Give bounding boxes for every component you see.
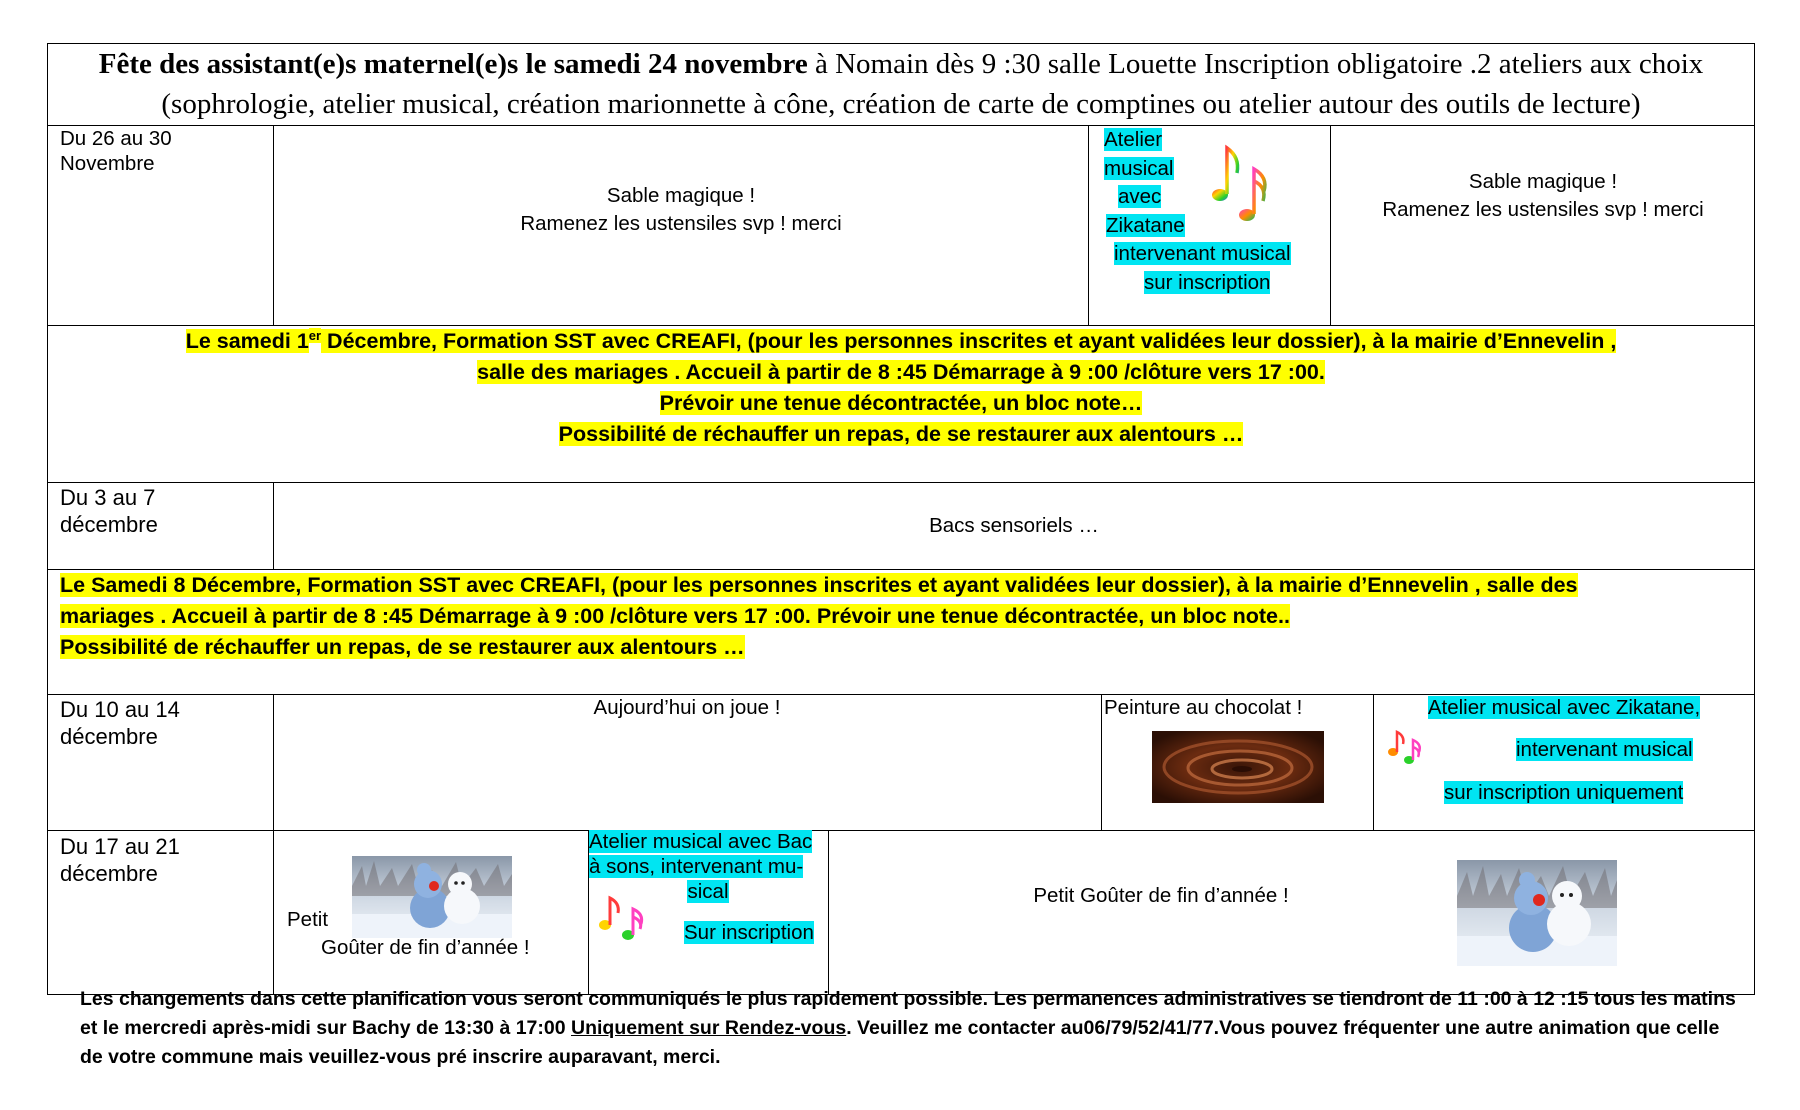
highlight-text: Zikatane: [1106, 213, 1185, 237]
notice-text: salle des mariages . Accueil à partir de 8 :45 Démarrage à 9 :00 /clôture vers 17 :00.: [477, 360, 1325, 384]
activity-title: Peinture au chocolat !: [1104, 696, 1303, 719]
activity-sable-magique-2: [1331, 168, 1755, 224]
highlight-text: à sons, intervenant mu-: [589, 855, 804, 878]
column-divider: [273, 694, 274, 995]
highlight-text: sur inscription: [1144, 270, 1271, 294]
activity-bacs-sensoriels: [274, 512, 1754, 540]
activity-title: Sable magique !: [1468, 170, 1618, 193]
event-details: à Nomain dès 9 :30 salle Louette Inscription obligatoire .2 ateliers aux choix: [807, 48, 1704, 80]
week-label-line: Du 10 au 14: [60, 697, 180, 722]
column-divider: [828, 830, 829, 995]
chocolate-swirl-image: [1152, 731, 1324, 803]
week-label-nov-26: [60, 126, 172, 176]
footer-text: Les changements dans cette planification vous seront communiqués le plus rapidement possible. Les permanences administratives se tiendront de 11 :00 à 12 :15 tous les matins et le mercredi après-midi sur Bachy de 13:30 à 17:00: [80, 988, 1736, 1039]
notice-text: Décembre, Formation SST avec CREAFI, (pour les personnes inscrites et ayant validées leur dossier), à la mairie d’Ennevelin ,: [321, 329, 1617, 353]
notice-text: Prévoir une tenue décontractée, un bloc note…: [659, 391, 1143, 415]
row-divider: [47, 830, 1755, 831]
week-label-line: Du 3 au 7: [60, 485, 156, 510]
highlight-text: Atelier: [1104, 128, 1163, 151]
notice-text: mariages . Accueil à partir de 8 :45 Démarrage à 9 :00 /clôture vers 17 :00. Prévoir une tenue décontractée, un bloc note..: [60, 604, 1290, 628]
activity-gouter-1: [287, 906, 587, 962]
footer-note: [80, 985, 1740, 1072]
highlight-text: sur inscription uniquement: [1444, 781, 1684, 804]
column-divider: [1330, 125, 1331, 325]
activity-note: Ramenez les ustensiles svp ! merci: [520, 212, 842, 235]
event-workshops: (sophrologie, atelier musical, création marionnette à cône, création de carte de comptines ou atelier autour des outils de lecture): [161, 88, 1641, 120]
week-label-line: Novembre: [60, 152, 155, 175]
highlight-text: Atelier musical avec Zikatane,: [1427, 696, 1701, 719]
activity-title: Petit: [287, 908, 329, 931]
music-workshop-zikatane-2: [1374, 694, 1754, 804]
week-label-line: Du 26 au 30: [60, 127, 172, 150]
sst-training-notice-dec-8: [60, 570, 1750, 663]
notice-text: Le Samedi 8 Décembre, Formation SST avec CREAFI, (pour les personnes inscrites et ayant validées leur dossier), à la mairie d’Ennevelin , salle des: [60, 573, 1578, 597]
week-label-dec-3: [60, 484, 158, 538]
week-label-line: décembre: [60, 512, 158, 537]
activity-note: Ramenez les ustensiles svp ! merci: [1382, 198, 1704, 221]
music-notes-icon: [1387, 730, 1432, 765]
row-divider: [47, 482, 1755, 483]
highlight-text: avec: [1118, 185, 1162, 208]
footer-text: . Veuillez me contacter au06/79/52/41/77.Vous pouvez fréquenter une autre animation que celle de votre commune mais veuillez-vous pré inscrire auparavant, merci.: [80, 1017, 1720, 1068]
sst-training-notice-dec-1: [48, 326, 1754, 450]
music-notes-icon: [598, 895, 658, 940]
activity-title: Goûter de fin d’année !: [321, 936, 530, 959]
activity-title: Bacs sensoriels …: [929, 514, 1099, 537]
week-label-dec-17: [60, 833, 180, 887]
highlight-text: Sur inscription: [684, 921, 814, 944]
highlight-text: sical: [687, 880, 729, 903]
snowman-photo: [1457, 860, 1617, 966]
event-title: Fête des assistant(e)s maternel(e)s le samedi 24 novembre: [98, 48, 808, 80]
activity-title: Sable magique !: [606, 184, 756, 207]
notice-text: Possibilité de réchauffer un repas, de se restaurer aux alentours …: [60, 635, 745, 659]
column-divider: [1088, 125, 1089, 325]
row-divider: [47, 125, 1755, 126]
activity-title: Aujourd’hui on joue !: [593, 696, 781, 719]
week-label-line: Du 17 au 21: [60, 834, 180, 859]
activity-on-joue: [274, 694, 1100, 722]
notice-text: Possibilité de réchauffer un repas, de se restaurer aux alentours …: [558, 422, 1244, 446]
activity-sable-magique: [274, 182, 1088, 238]
week-label-line: décembre: [60, 861, 158, 886]
footer-appointment-note: Uniquement sur Rendez-vous: [571, 1017, 847, 1039]
column-divider: [1101, 694, 1102, 830]
activity-peinture-chocolat: [1104, 694, 1302, 722]
notice-text: Le samedi 1: [185, 329, 309, 353]
music-workshop-bac-a-sons: [589, 829, 827, 944]
highlight-text: Atelier musical avec Bac: [589, 830, 813, 853]
week-label-line: décembre: [60, 724, 158, 749]
notice-superscript: er: [308, 327, 322, 343]
highlight-text: intervenant musical: [1516, 738, 1693, 761]
activity-gouter-2: [829, 882, 1493, 910]
music-notes-icon: [1210, 145, 1280, 225]
event-header: [48, 44, 1754, 124]
week-label-dec-10: [60, 696, 180, 750]
highlight-text: intervenant musical: [1114, 242, 1291, 265]
highlight-text: musical: [1104, 156, 1174, 180]
activity-title: Petit Goûter de fin d’année !: [1033, 884, 1289, 907]
